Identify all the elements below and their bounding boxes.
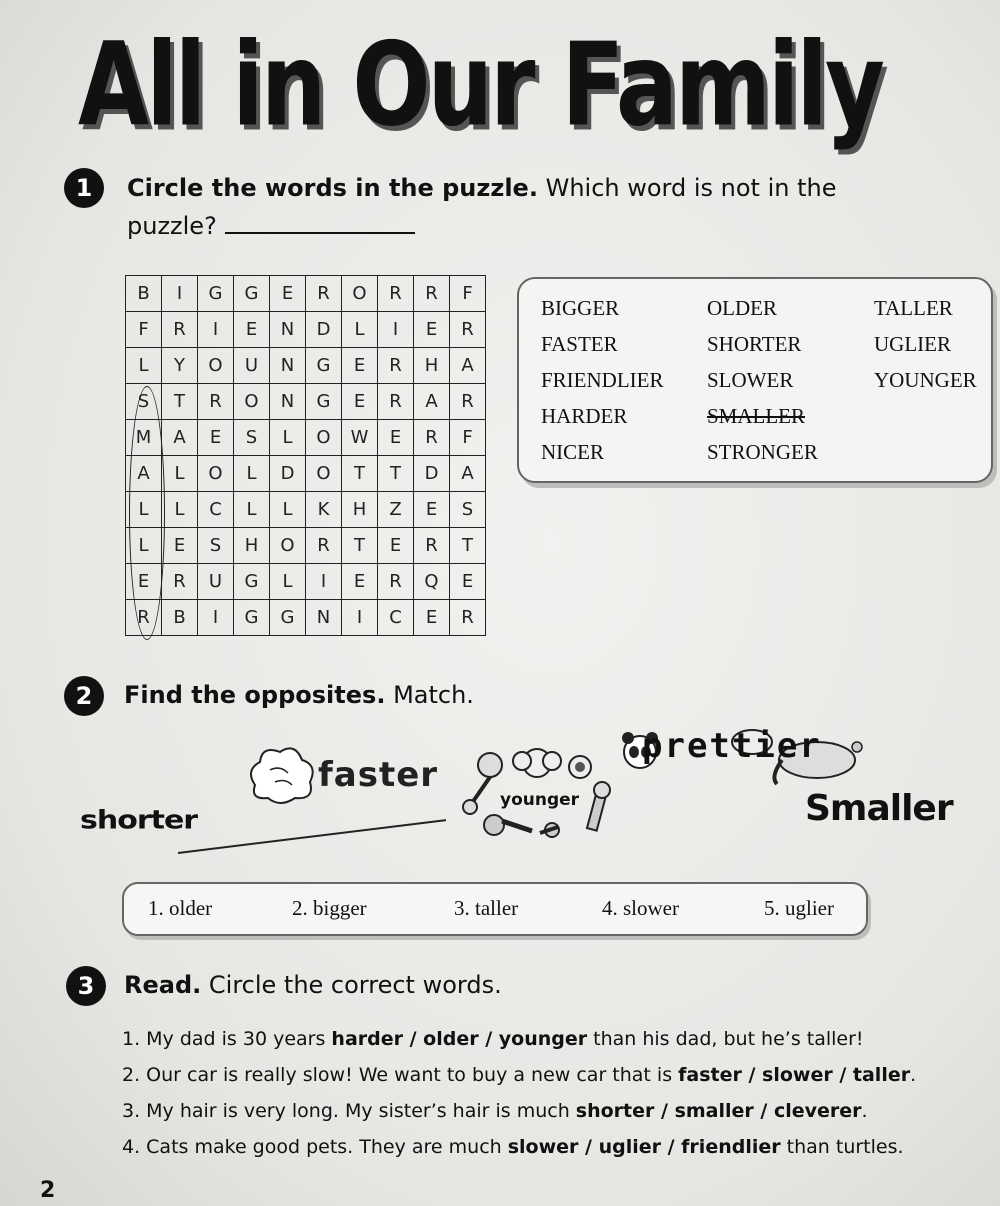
options-box <box>122 882 868 936</box>
option-item[interactable]: 5. uglier <box>764 896 834 920</box>
grid-cell[interactable]: L <box>234 456 270 492</box>
sentence-list <box>122 1024 982 1168</box>
grid-cell[interactable]: R <box>126 600 162 636</box>
word-list-item: YOUNGER <box>874 368 977 392</box>
grid-cell[interactable]: R <box>450 312 486 348</box>
grid-cell[interactable]: A <box>450 456 486 492</box>
grid-row <box>126 492 486 528</box>
exercise-3-number: 3 <box>66 966 106 1006</box>
grid-row <box>126 312 486 348</box>
grid-cell[interactable]: A <box>414 384 450 420</box>
word-list-item: HARDER <box>541 404 628 428</box>
exercise-1-question: puzzle? <box>127 212 217 240</box>
grid-cell[interactable]: O <box>198 456 234 492</box>
sentence-options[interactable]: harder / older / younger <box>331 1028 588 1050</box>
grid-cell[interactable]: E <box>342 384 378 420</box>
option-item[interactable]: 3. taller <box>454 896 519 920</box>
grid-cell[interactable]: E <box>162 528 198 564</box>
grid-cell[interactable]: F <box>450 420 486 456</box>
grid-cell[interactable]: R <box>378 384 414 420</box>
grid-cell[interactable]: R <box>306 528 342 564</box>
grid-cell[interactable]: S <box>198 528 234 564</box>
grid-cell[interactable]: I <box>378 312 414 348</box>
exercise-1-instruction-bold: Circle the words in the puzzle. <box>127 174 538 202</box>
word-prettier[interactable]: prettier <box>642 726 822 766</box>
word-list-item: FRIENDLIER <box>541 368 664 392</box>
sentence-text: 4. Cats make good pets. They are much <box>122 1136 508 1158</box>
grid-cell[interactable]: D <box>414 456 450 492</box>
grid-cell[interactable]: D <box>270 456 306 492</box>
grid-cell[interactable]: G <box>234 600 270 636</box>
grid-cell[interactable]: L <box>270 492 306 528</box>
grid-cell[interactable]: G <box>270 600 306 636</box>
sentence-item <box>122 1132 982 1168</box>
sentence-item <box>122 1096 982 1132</box>
word-circle-smaller <box>129 386 165 640</box>
grid-cell[interactable]: M <box>126 420 162 456</box>
word-younger[interactable]: younger <box>500 790 580 810</box>
sentence-item <box>122 1024 982 1060</box>
grid-cell[interactable]: G <box>234 564 270 600</box>
grid-cell[interactable]: N <box>270 348 306 384</box>
sentence-text: 1. My dad is 30 years <box>122 1028 332 1050</box>
grid-cell[interactable]: T <box>342 456 378 492</box>
exercise-2-instruction-bold: Find the opposites. <box>124 681 386 709</box>
word-list-item: SMALLER <box>707 404 806 428</box>
option-item[interactable]: 1. older <box>148 896 213 920</box>
exercise-2-number: 2 <box>64 676 104 716</box>
word-list-item: UGLIER <box>874 332 951 356</box>
word-list-column-2 <box>707 295 818 466</box>
grid-cell[interactable]: R <box>414 276 450 312</box>
sentence-item <box>122 1060 982 1096</box>
word-list-item: FASTER <box>541 332 618 356</box>
grid-cell[interactable]: O <box>198 348 234 384</box>
grid-cell[interactable]: O <box>342 276 378 312</box>
grid-cell[interactable]: C <box>378 600 414 636</box>
word-shorter[interactable]: shorter <box>80 805 198 836</box>
word-list-item: BIGGER <box>541 296 620 320</box>
grid-cell[interactable]: S <box>450 492 486 528</box>
grid-cell[interactable]: R <box>306 276 342 312</box>
grid-cell[interactable]: E <box>450 564 486 600</box>
grid-row <box>126 456 486 492</box>
grid-cell[interactable]: H <box>234 528 270 564</box>
grid-cell[interactable]: E <box>414 492 450 528</box>
grid-cell[interactable]: A <box>162 420 198 456</box>
grid-cell[interactable]: A <box>450 348 486 384</box>
word-list-item: TALLER <box>874 296 953 320</box>
word-list-box <box>517 277 993 483</box>
exercise-1-number: 1 <box>64 168 104 208</box>
word-list-item: STRONGER <box>707 440 818 464</box>
exercise-3-instruction <box>124 971 502 999</box>
grid-cell[interactable]: L <box>342 312 378 348</box>
word-list-column-3 <box>874 295 977 394</box>
grid-cell[interactable]: I <box>342 600 378 636</box>
grid-cell[interactable]: N <box>306 600 342 636</box>
grid-cell[interactable]: G <box>198 276 234 312</box>
exercise-1-instruction <box>127 174 837 202</box>
sentence-text-end: . <box>910 1064 917 1086</box>
grid-row <box>126 384 486 420</box>
grid-cell[interactable]: E <box>126 564 162 600</box>
grid-cell[interactable]: R <box>414 528 450 564</box>
word-list-item: SHORTER <box>707 332 802 356</box>
exercise-2-instruction <box>124 681 474 709</box>
grid-row <box>126 528 486 564</box>
grid-cell[interactable]: S <box>126 384 162 420</box>
grid-cell[interactable]: R <box>414 420 450 456</box>
grid-cell[interactable]: C <box>198 492 234 528</box>
grid-cell[interactable]: T <box>162 384 198 420</box>
grid-cell[interactable]: K <box>306 492 342 528</box>
grid-cell[interactable]: E <box>342 564 378 600</box>
grid-cell[interactable]: D <box>306 312 342 348</box>
grid-cell[interactable]: L <box>126 492 162 528</box>
matching-line <box>178 819 446 854</box>
grid-cell[interactable]: B <box>162 600 198 636</box>
answer-blank[interactable] <box>225 232 415 234</box>
grid-cell[interactable]: T <box>342 528 378 564</box>
word-list-item: OLDER <box>707 296 777 320</box>
grid-cell[interactable]: A <box>126 456 162 492</box>
grid-cell[interactable]: E <box>378 420 414 456</box>
cloud-icon <box>240 740 320 810</box>
exercise-2-instruction-rest: Match. <box>393 681 474 709</box>
grid-row <box>126 564 486 600</box>
word-list-column-1 <box>541 295 664 466</box>
grid-cell[interactable]: L <box>162 492 198 528</box>
grid-cell[interactable]: I <box>198 600 234 636</box>
grid-cell[interactable]: R <box>450 384 486 420</box>
grid-cell[interactable]: B <box>126 276 162 312</box>
grid-cell[interactable]: R <box>378 564 414 600</box>
grid-cell[interactable]: E <box>414 600 450 636</box>
grid-cell[interactable]: L <box>162 456 198 492</box>
sentence-options[interactable]: shorter / smaller / cleverer <box>575 1100 862 1122</box>
page-title: All in Our Family <box>78 18 882 152</box>
grid-cell[interactable]: N <box>270 384 306 420</box>
grid-cell[interactable]: W <box>342 420 378 456</box>
grid-cell[interactable]: L <box>126 528 162 564</box>
grid-cell[interactable]: O <box>270 528 306 564</box>
grid-cell[interactable]: I <box>198 312 234 348</box>
option-item[interactable]: 2. bigger <box>292 896 367 920</box>
grid-cell[interactable]: I <box>306 564 342 600</box>
option-item[interactable]: 4. slower <box>602 896 679 920</box>
grid-row <box>126 348 486 384</box>
grid-cell[interactable]: L <box>234 492 270 528</box>
grid-cell[interactable]: Y <box>162 348 198 384</box>
word-smaller[interactable]: Smaller <box>805 788 953 829</box>
exercise-1-instruction-line2 <box>127 212 415 240</box>
grid-cell[interactable]: G <box>306 348 342 384</box>
grid-cell[interactable]: E <box>342 348 378 384</box>
grid-cell[interactable]: I <box>162 276 198 312</box>
sentence-options[interactable]: slower / uglier / friendlier <box>507 1136 781 1158</box>
grid-row <box>126 276 486 312</box>
exercise-3-instruction-bold: Read. <box>124 971 202 999</box>
grid-cell[interactable]: E <box>378 528 414 564</box>
grid-cell[interactable]: E <box>234 312 270 348</box>
sentence-text-end: than turtles. <box>780 1136 904 1158</box>
grid-cell[interactable]: U <box>198 564 234 600</box>
grid-cell[interactable]: T <box>378 456 414 492</box>
grid-cell[interactable]: F <box>126 312 162 348</box>
grid-cell[interactable]: T <box>450 528 486 564</box>
grid-cell[interactable]: R <box>162 564 198 600</box>
grid-cell[interactable]: H <box>414 348 450 384</box>
grid-cell[interactable]: H <box>342 492 378 528</box>
grid-cell[interactable]: G <box>306 384 342 420</box>
grid-cell[interactable]: L <box>126 348 162 384</box>
grid-cell[interactable]: E <box>198 420 234 456</box>
word-search-grid <box>125 275 486 636</box>
sentence-text-end: than his dad, but he’s taller! <box>587 1028 864 1050</box>
grid-cell[interactable]: O <box>234 384 270 420</box>
grid-cell[interactable]: Z <box>378 492 414 528</box>
grid-cell[interactable]: R <box>450 600 486 636</box>
grid-cell[interactable]: G <box>234 276 270 312</box>
sentence-text: 3. My hair is very long. My sister’s hair is much <box>122 1100 576 1122</box>
grid-cell[interactable]: Q <box>414 564 450 600</box>
grid-cell[interactable]: R <box>198 384 234 420</box>
exercise-3-instruction-rest: Circle the correct words. <box>208 971 502 999</box>
sentence-text: 2. Our car is really slow! We want to buy a new car that is <box>122 1064 679 1086</box>
grid-cell[interactable]: R <box>162 312 198 348</box>
word-faster[interactable]: faster <box>318 755 439 795</box>
grid-cell[interactable]: E <box>414 312 450 348</box>
grid-cell[interactable]: U <box>234 348 270 384</box>
grid-cell[interactable]: E <box>270 276 306 312</box>
sentence-options[interactable]: faster / slower / taller <box>678 1064 911 1086</box>
grid-cell[interactable]: L <box>270 420 306 456</box>
grid-cell[interactable]: O <box>306 456 342 492</box>
grid-cell[interactable]: S <box>234 420 270 456</box>
grid-row <box>126 420 486 456</box>
word-list-item: SLOWER <box>707 368 794 392</box>
grid-cell[interactable]: R <box>378 276 414 312</box>
grid-cell[interactable]: O <box>306 420 342 456</box>
grid-cell[interactable]: F <box>450 276 486 312</box>
grid-cell[interactable]: R <box>378 348 414 384</box>
grid-cell[interactable]: L <box>270 564 306 600</box>
sentence-text-end: . <box>861 1100 868 1122</box>
grid-cell[interactable]: N <box>270 312 306 348</box>
page-number: 2 <box>40 1178 56 1203</box>
exercise-1-instruction-rest: Which word is not in the <box>545 174 837 202</box>
grid-row <box>126 600 486 636</box>
word-list-item: NICER <box>541 440 604 464</box>
